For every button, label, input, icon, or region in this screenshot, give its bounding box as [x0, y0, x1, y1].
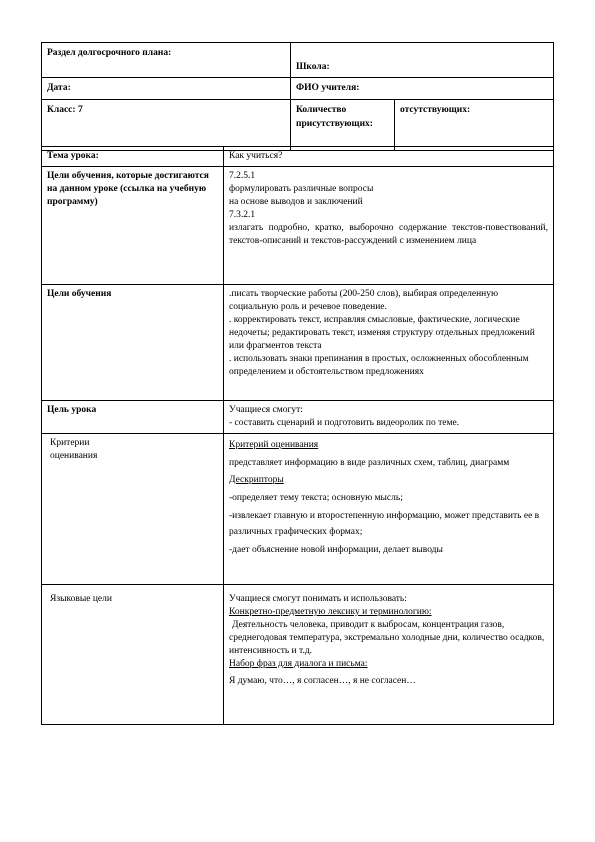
criteria-label	[42, 434, 224, 585]
lesson-table	[41, 146, 554, 725]
long-term-plan-cell	[42, 43, 291, 78]
learning-goal-1: .писать творческие работы (200-250 слов), выбирая определенную социальную роль и речевое поведение.	[229, 289, 499, 312]
present-label: Количество присутствующих:	[296, 105, 373, 129]
objectives-label: Цели обучения, которые достигаются на данном уроке (ссылка на учебную программу)	[42, 167, 224, 285]
learning-goals-label: Цели обучения	[42, 285, 224, 401]
topic-label: Тема урока:	[42, 147, 224, 167]
topic-value: Как учиться?	[224, 147, 554, 167]
lesson-goal-label: Цель урока	[42, 401, 224, 434]
objective-text-1b: на основе выводов и заключений	[229, 197, 363, 207]
table-row	[42, 434, 554, 585]
vocab-heading: Конкретно-предметную лексику и терминологию:	[229, 607, 432, 617]
descriptors-heading: Дескрипторы	[229, 475, 284, 485]
descriptor-3: -дает объяснение новой информации, делает выводы	[229, 545, 443, 555]
objective-code-2: 7.3.2.1	[229, 210, 256, 220]
present-cell	[291, 100, 395, 151]
table-row	[42, 401, 554, 434]
long-term-plan-label: Раздел долгосрочного плана:	[47, 48, 172, 58]
table-row	[42, 147, 554, 167]
criterion-text: представляет информацию в виде различных схем, таблиц, диаграмм	[229, 458, 510, 468]
class-cell	[42, 100, 291, 151]
criteria-value	[224, 434, 554, 585]
table-row	[42, 585, 554, 725]
absent-cell	[395, 100, 554, 151]
teacher-label: ФИО учителя:	[296, 83, 360, 93]
language-goals-label: Языковые цели	[42, 585, 224, 725]
lesson-goal-line-2: - составить сценарий и подготовить видеоролик по теме.	[229, 418, 460, 428]
learning-goals-value	[224, 285, 554, 401]
school-label: Школа:	[296, 62, 330, 72]
vocab-text: Деятельность человека, приводит к выбросам, концентрация газов, среднегодовая температура, экстремально холодные дни, количество осадков, интенсивность и т.д.	[229, 620, 545, 656]
language-goals-value	[224, 585, 554, 725]
school-cell	[291, 43, 554, 78]
criteria-label-text: Критерии оценивания	[50, 438, 98, 461]
date-cell	[42, 78, 291, 100]
header-table	[41, 42, 554, 151]
criterion-heading: Критерий оценивания	[229, 440, 319, 450]
table-row	[42, 167, 554, 285]
objective-text-1a: формулировать различные вопросы	[229, 184, 374, 194]
class-label: Класс: 7	[47, 105, 83, 115]
descriptor-2: -извлекает главную и второстепенную информацию, может представить ее в различных графических формах;	[229, 511, 540, 537]
lesson-goal-line-1: Учащиеся смогут:	[229, 405, 303, 415]
learning-goal-3: . использовать знаки препинания в простых, осложненных обособленным определением и обстоятельством предложениях	[229, 354, 529, 377]
phrases-heading: Набор фраз для диалога и письма:	[229, 659, 368, 669]
phrases-text: Я думаю, что…, я согласен…, я не согласен…	[229, 676, 416, 686]
language-goals-line-1: Учащиеся смогут понимать и использовать:	[229, 594, 407, 604]
teacher-cell	[291, 78, 554, 100]
objective-text-2: излагать подробно, кратко, выборочно содержание текстов-повествований, текстов-описаний и текстов-рассуждений с изменением лица	[229, 223, 548, 246]
absent-label: отсутствующих:	[400, 105, 471, 115]
descriptor-1: -определяет тему текста; основную мысль;	[229, 493, 403, 503]
date-label: Дата:	[47, 83, 71, 93]
lesson-goal-value	[224, 401, 554, 434]
objectives-value	[224, 167, 554, 285]
objective-code-1: 7.2.5.1	[229, 171, 256, 181]
learning-goal-2: . корректировать текст, исправляя смысловые, фактические, логические недочеты; редактировать текст, изменяя структуру отдельных предложений или фрагментов текста	[229, 315, 535, 351]
table-row	[42, 285, 554, 401]
